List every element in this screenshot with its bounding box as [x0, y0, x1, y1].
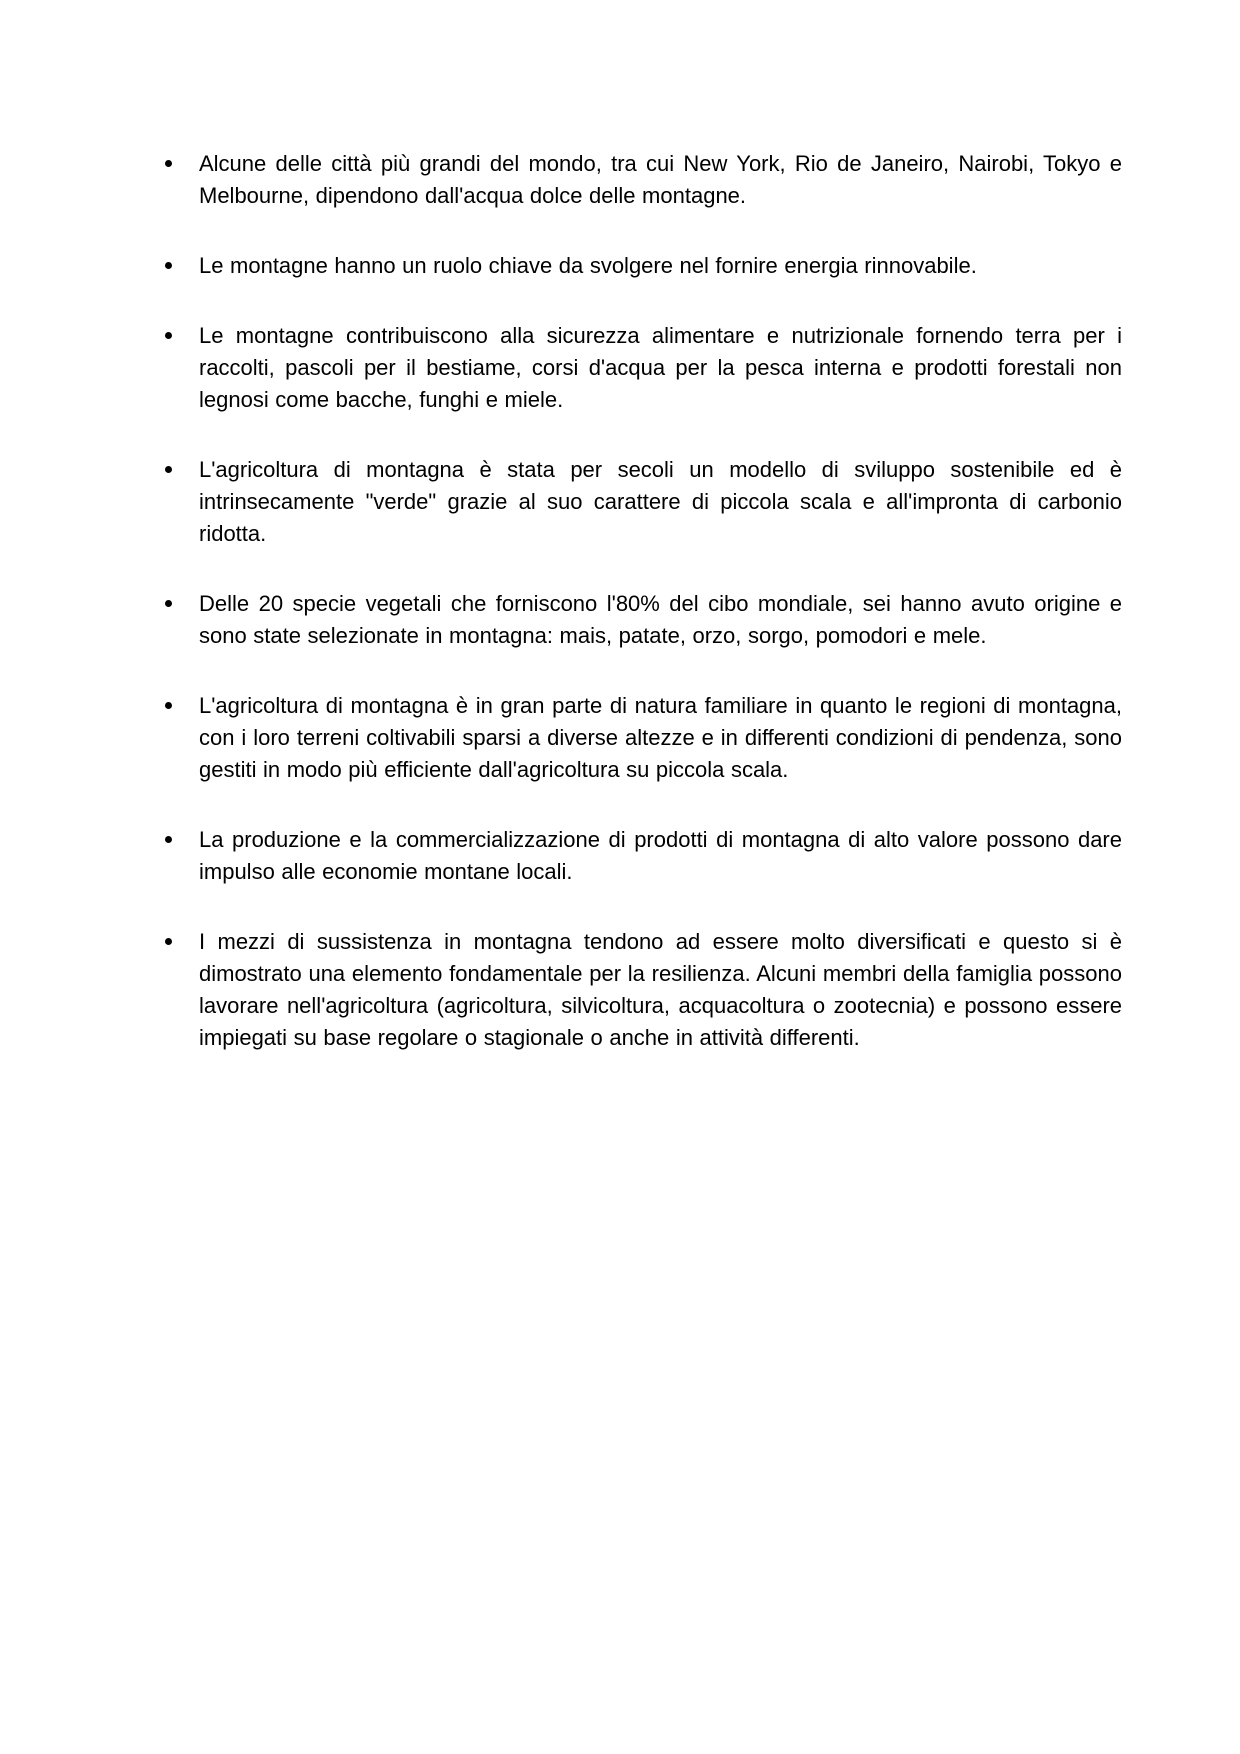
bullet-text: Le montagne hanno un ruolo chiave da svolgere nel fornire energia rinnovabile. [199, 253, 977, 278]
bullet-text: L'agricoltura di montagna è in gran parte di natura familiare in quanto le regioni di montagna, con i loro terreni coltivabili sparsi a diverse altezze e in differenti condizioni di pendenza, sono gestiti in modo più efficiente dall'agricoltura su piccola scala. [199, 693, 1122, 782]
bullet-marker-column [161, 926, 199, 945]
bullet-marker-column [161, 588, 199, 607]
bullet-text: La produzione e la commercializzazione di prodotti di montagna di alto valore possono dare impulso alle economie montane locali. [199, 827, 1122, 884]
list-item [161, 250, 1122, 282]
bullet-marker-column [161, 824, 199, 843]
list-item [161, 926, 1122, 1054]
bullet-marker-icon [165, 332, 172, 339]
list-item [161, 454, 1122, 550]
list-item [161, 148, 1122, 212]
list-item [161, 588, 1122, 652]
bullet-text: I mezzi di sussistenza in montagna tendono ad essere molto diversificati e questo si è dimostrato una elemento fondamentale per la resilienza. Alcuni membri della famiglia possono lavorare nell'agricoltura (agricoltura, silvicoltura, acquacoltura o zootecnia) e possono essere impiegati su base regolare o stagionale o anche in attività differenti. [199, 929, 1122, 1050]
bullet-marker-column [161, 148, 199, 167]
bullet-marker-icon [165, 160, 172, 167]
bullet-marker-icon [165, 466, 172, 473]
bullet-text: L'agricoltura di montagna è stata per secoli un modello di sviluppo sostenibile ed è intrinsecamente "verde" grazie al suo carattere di piccola scala e all'impronta di carbonio ridotta. [199, 457, 1122, 546]
bullet-list [161, 148, 1122, 1092]
bullet-marker-icon [165, 836, 172, 843]
bullet-text: Le montagne contribuiscono alla sicurezza alimentare e nutrizionale fornendo terra per i raccolti, pascoli per il bestiame, corsi d'acqua per la pesca interna e prodotti forestali non legnosi come bacche, funghi e miele. [199, 323, 1122, 412]
bullet-text: Delle 20 specie vegetali che forniscono l'80% del cibo mondiale, sei hanno avuto origine e sono state selezionate in montagna: mais, patate, orzo, sorgo, pomodori e mele. [199, 591, 1122, 648]
list-item [161, 690, 1122, 786]
list-item [161, 320, 1122, 416]
bullet-marker-column [161, 250, 199, 269]
bullet-marker-column [161, 690, 199, 709]
bullet-marker-column [161, 454, 199, 473]
bullet-marker-icon [165, 600, 172, 607]
bullet-marker-icon [165, 702, 172, 709]
bullet-marker-icon [165, 262, 172, 269]
bullet-text: Alcune delle città più grandi del mondo, tra cui New York, Rio de Janeiro, Nairobi, Tokyo e Melbourne, dipendono dall'acqua dolce delle montagne. [199, 151, 1122, 208]
bullet-marker-column [161, 320, 199, 339]
list-item [161, 824, 1122, 888]
bullet-marker-icon [165, 938, 172, 945]
